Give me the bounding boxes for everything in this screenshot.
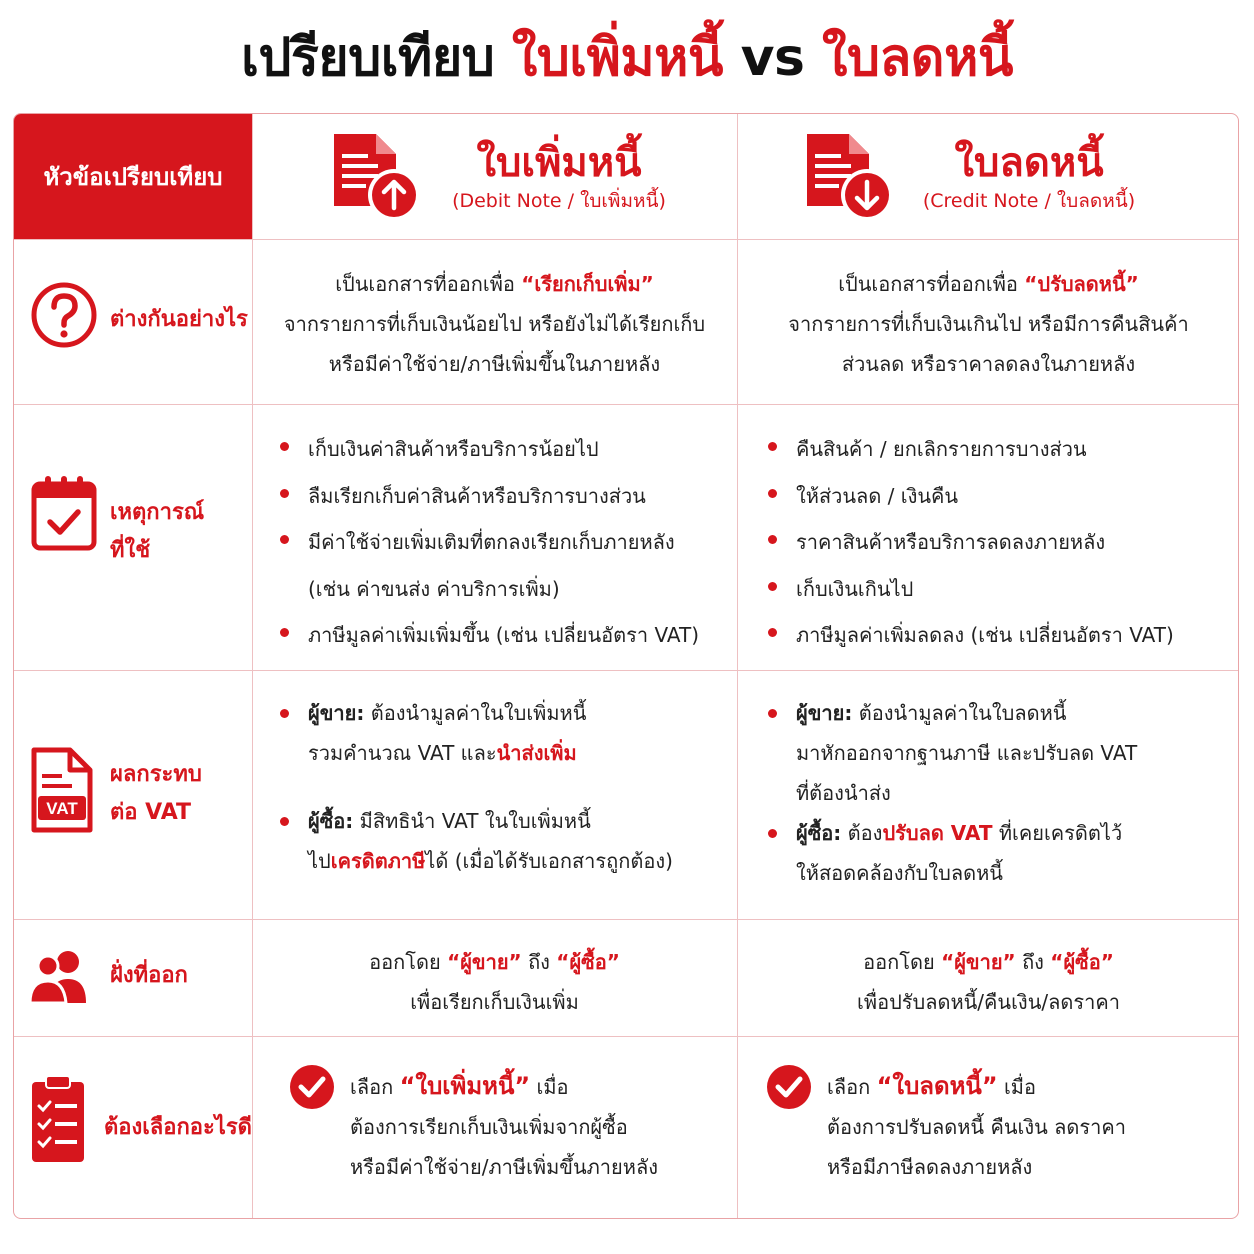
list-item: ผู้ขาย: ต้องนำมูลค่าในใบลดหนี้ xyxy=(764,693,1234,733)
list-item: เก็บเงินค่าสินค้าหรือบริการน้อยไป xyxy=(276,426,731,473)
credit-issuer-cell: ออกโดย “ผู้ขาย” ถึง “ผู้ซื้อ” เพื่อปรับลดหนี้/คืนเงิน/ลดราคา xyxy=(857,950,1120,1014)
list-item: ราคาสินค้าหรือบริการลดลงภายหลัง xyxy=(764,519,1234,566)
topic-header: หัวข้อเปรียบเทียบ xyxy=(14,114,252,239)
document-arrow-down-icon xyxy=(803,132,897,224)
debit-subtitle: (Debit Note / ใบเพิ่มหนี้) xyxy=(452,190,666,212)
question-icon xyxy=(30,281,98,349)
credit-column-header xyxy=(737,114,1239,239)
calendar-check-icon xyxy=(30,474,98,552)
debit-choose-cell: เลือก “ใบเพิ่มหนี้” เมื่อ ต้องการเรียกเก็บเงินเพิ่มจากผู้ซื้อ หรือมีค่าใช้จ่าย/ภาษีเพิ่มขึ้นภายหลัง xyxy=(350,1072,658,1179)
check-circle-icon xyxy=(766,1064,812,1110)
debit-issuer-cell: ออกโดย “ผู้ขาย” ถึง “ผู้ซื้อ” เพื่อเรียกเก็บเงินเพิ่ม xyxy=(369,950,620,1014)
debit-difference-cell: เป็นเอกสารที่ออกเพื่อ “เรียกเก็บเพิ่ม” จากรายการที่เก็บเงินน้อยไป หรือยังไม่ได้เรียกเก็บ หรือมีค่าใช้จ่าย/ภาษีเพิ่มขึ้นในภายหลัง xyxy=(283,272,706,376)
row-label-difference: ต่างกันอย่างไร xyxy=(14,239,252,404)
list-item: ให้ส่วนลด / เงินคืน xyxy=(764,473,1234,520)
list-item: ภาษีมูลค่าเพิ่มเพิ่มขึ้น (เช่น เปลี่ยนอัตรา VAT) xyxy=(276,612,731,659)
list-item: เก็บเงินเกินไป xyxy=(764,566,1234,613)
credit-choose-cell: เลือก “ใบลดหนี้” เมื่อ ต้องการปรับลดหนี้ คืนเงิน ลดราคา หรือมีภาษีลดลงภายหลัง xyxy=(827,1072,1126,1179)
row-label-events: เหตุการณ์ ที่ใช้ xyxy=(14,404,252,670)
clipboard-checklist-icon xyxy=(30,1072,86,1164)
list-item: ผู้ขาย: ต้องนำมูลค่าในใบเพิ่มหนี้ xyxy=(276,693,731,733)
comparison-table xyxy=(13,113,1239,1219)
row-label-vat: VAT ผลกระทบ ต่อ VAT xyxy=(14,670,252,919)
svg-text:VAT: VAT xyxy=(46,799,78,818)
list-item: ลืมเรียกเก็บค่าสินค้าหรือบริการบางส่วน xyxy=(276,473,731,520)
debit-events-list xyxy=(276,426,731,659)
list-item: ภาษีมูลค่าเพิ่มลดลง (เช่น เปลี่ยนอัตรา VAT) xyxy=(764,612,1234,659)
credit-difference-cell: เป็นเอกสารที่ออกเพื่อ “ปรับลดหนี้” จากรายการที่เก็บเงินเกินไป หรือมีการคืนสินค้า ส่วนลด หรือราคาลดลงในภายหลัง xyxy=(788,272,1189,376)
document-arrow-up-icon xyxy=(330,132,424,224)
credit-subtitle: (Credit Note / ใบลดหนี้) xyxy=(922,190,1136,212)
list-item: ผู้ซื้อ: มีสิทธินำ VAT ในใบเพิ่มหนี้ xyxy=(276,801,731,841)
vat-document-icon xyxy=(30,746,94,834)
row-label-issuer: ฝั่งที่ออก xyxy=(14,919,252,1036)
row-label-choose: ต้องเลือกอะไรดี xyxy=(14,1036,252,1219)
debit-column-header xyxy=(252,114,737,239)
users-icon xyxy=(30,947,90,1005)
debit-vat-cell: ผู้ขาย: ต้องนำมูลค่าในใบเพิ่มหนี้ รวมคำนวณ VAT และนำส่งเพิ่ม ผู้ซื้อ: มีสิทธินำ VAT ในใบเพิ่มหนี้ ไปเครดิตภาษีได้ (เมื่อได้รับเอกสารถูกต้อง) xyxy=(276,693,731,881)
page-title: เปรียบเทียบ ใบเพิ่มหนี้ vs ใบลดหนี้ xyxy=(241,28,1013,88)
credit-title: ใบลดหนี้ xyxy=(954,140,1104,186)
list-item-note: (เช่น ค่าขนส่ง ค่าบริการเพิ่ม) xyxy=(308,576,560,601)
credit-events-list xyxy=(764,426,1234,659)
list-item: ผู้ซื้อ: ต้องปรับลด VAT ที่เคยเครดิตไว้ xyxy=(764,813,1234,853)
debit-title: ใบเพิ่มหนี้ xyxy=(476,140,642,186)
list-item: คืนสินค้า / ยกเลิกรายการบางส่วน xyxy=(764,426,1234,473)
check-circle-icon xyxy=(289,1064,335,1110)
list-item: มีค่าใช้จ่ายเพิ่มเติมที่ตกลงเรียกเก็บภายหลัง xyxy=(276,519,731,566)
credit-vat-cell: ผู้ขาย: ต้องนำมูลค่าในใบลดหนี้ มาหักออกจากฐานภาษี และปรับลด VAT ที่ต้องนำส่ง ผู้ซื้อ: ต้องปรับลด VAT ที่เคยเครดิตไว้ ให้สอดคล้องกับใบลดหนี้ xyxy=(764,693,1234,893)
